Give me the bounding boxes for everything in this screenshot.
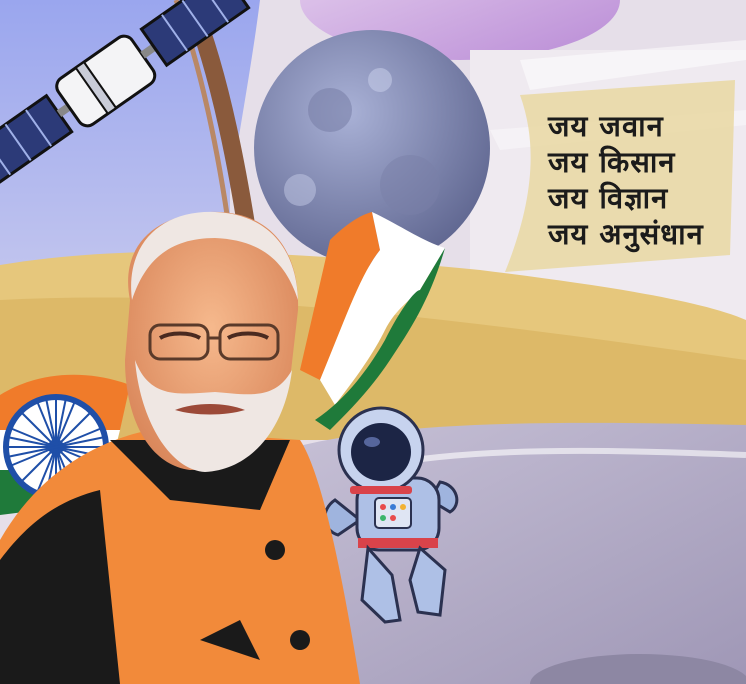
slogan-line-jawan: जय जवान [548, 109, 664, 143]
slogan-text [548, 108, 738, 252]
slogan-line-vigyan: जय विज्ञान [548, 181, 669, 215]
slogan-line-kisan: जय किसान [548, 145, 676, 179]
slogan-line-anusandhan: जय अनुसंधान [548, 217, 704, 251]
